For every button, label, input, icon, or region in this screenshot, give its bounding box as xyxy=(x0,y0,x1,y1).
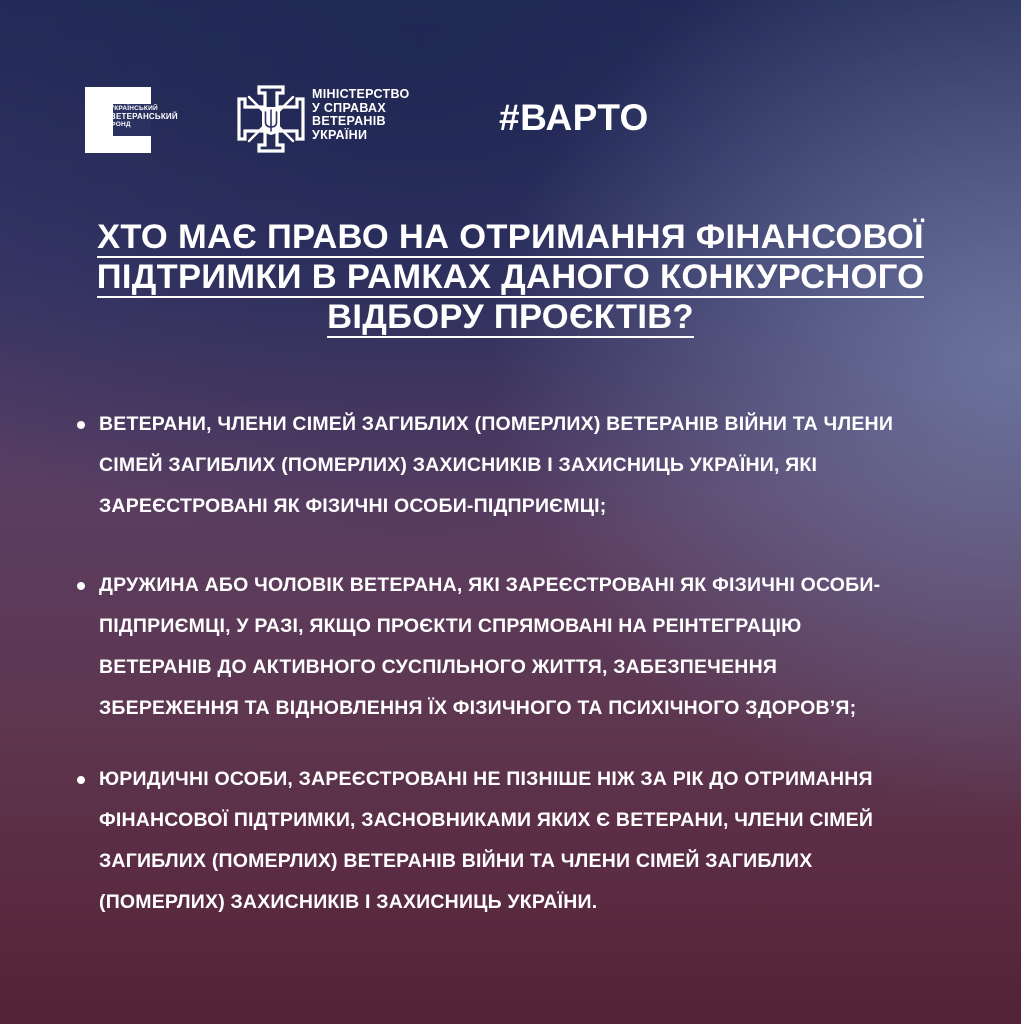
list-item-line: (ПОМЕРЛИХ) ЗАХИСНИКІВ І ЗАХИСНИЦЬ УКРАЇНИ. xyxy=(99,891,598,913)
title-line xyxy=(0,257,1021,297)
list-item-line: ВЕТЕРАНІВ ДО АКТИВНОГО СУСПІЛЬНОГО ЖИТТЯ, ЗАБЕЗПЕЧЕННЯ xyxy=(99,656,778,678)
ministry-text-line: ВЕТЕРАНІВ xyxy=(312,114,386,128)
list-item xyxy=(73,759,873,923)
list-item-line: ПІДПРИЄМЦІ, У РАЗІ, ЯКЩО ПРОЄКТИ СПРЯМОВАНІ НА РЕІНТЕГРАЦІЮ xyxy=(99,615,802,637)
list-item xyxy=(73,565,880,729)
ministry-text-line: У СПРАВАХ xyxy=(312,100,386,115)
list-item-line: ДРУЖИНА АБО ЧОЛОВІК ВЕТЕРАНА, ЯКІ ЗАРЕЄСТРОВАНІ ЯК ФІЗИЧНІ ОСОБИ- xyxy=(99,574,881,596)
list-item-line: СІМЕЙ ЗАГИБЛИХ (ПОМЕРЛИХ) ЗАХИСНИКІВ І ЗАХИСНИЦЬ УКРАЇНИ, ЯКІ xyxy=(99,454,818,476)
fund-text-line: ВЕТЕРАНСЬКИЙ xyxy=(110,112,178,121)
list-item-line: ЗАГИБЛИХ (ПОМЕРЛИХ) ВЕТЕРАНІВ ВІЙНИ ТА ЧЛЕНИ СІМЕЙ ЗАГИБЛИХ xyxy=(99,850,813,872)
list-item-line: ВЕТЕРАНИ, ЧЛЕНИ СІМЕЙ ЗАГИБЛИХ (ПОМЕРЛИХ) ВЕТЕРАНІВ ВІЙНИ ТА ЧЛЕНИ xyxy=(99,413,894,435)
veteran-fund-logo-text xyxy=(110,105,178,129)
fund-text-line: ФОНД xyxy=(110,121,131,128)
list-item-line: ЗАРЕЄСТРОВАНІ ЯК ФІЗИЧНІ ОСОБИ-ПІДПРИЄМЦІ; xyxy=(99,495,607,517)
bullet-dot-icon xyxy=(77,421,85,429)
list-item-line: ФІНАНСОВОЇ ПІДТРИМКИ, ЗАСНОВНИКАМИ ЯКИХ Є ВЕТЕРАНИ, ЧЛЕНИ СІМЕЙ xyxy=(99,809,874,831)
title-line xyxy=(0,217,1021,257)
page-title xyxy=(0,217,1021,337)
title-text: ВІДБОРУ ПРОЄКТІВ? xyxy=(327,298,694,336)
list-item-line: ЮРИДИЧНІ ОСОБИ, ЗАРЕЄСТРОВАНІ НЕ ПІЗНІШЕ НІЖ ЗА РІК ДО ОТРИМАННЯ xyxy=(99,768,873,790)
bullet-dot-icon xyxy=(77,582,85,590)
ministry-text-line: МІНІСТЕРСТВО xyxy=(312,87,410,101)
fund-text-line: УКРАЇНСЬКИЙ xyxy=(110,105,158,112)
list-item xyxy=(73,404,893,527)
ministry-text-line: УКРАЇНИ xyxy=(312,127,368,142)
title-line xyxy=(0,297,1021,337)
bullet-dot-icon xyxy=(77,776,85,784)
list-item-line: ЗБЕРЕЖЕННЯ ТА ВІДНОВЛЕННЯ ЇХ ФІЗИЧНОГО ТА ПСИХІЧНОГО ЗДОРОВ’Я; xyxy=(99,697,857,719)
title-text: ХТО МАЄ ПРАВО НА ОТРИМАННЯ ФІНАНСОВОЇ xyxy=(97,218,924,256)
title-text: ПІДТРИМКИ В РАМКАХ ДАНОГО КОНКУРСНОГО xyxy=(96,258,925,296)
ministry-emblem-icon xyxy=(237,85,305,153)
ministry-logo-text xyxy=(312,88,410,142)
hashtag: #ВАРТО xyxy=(499,97,649,138)
